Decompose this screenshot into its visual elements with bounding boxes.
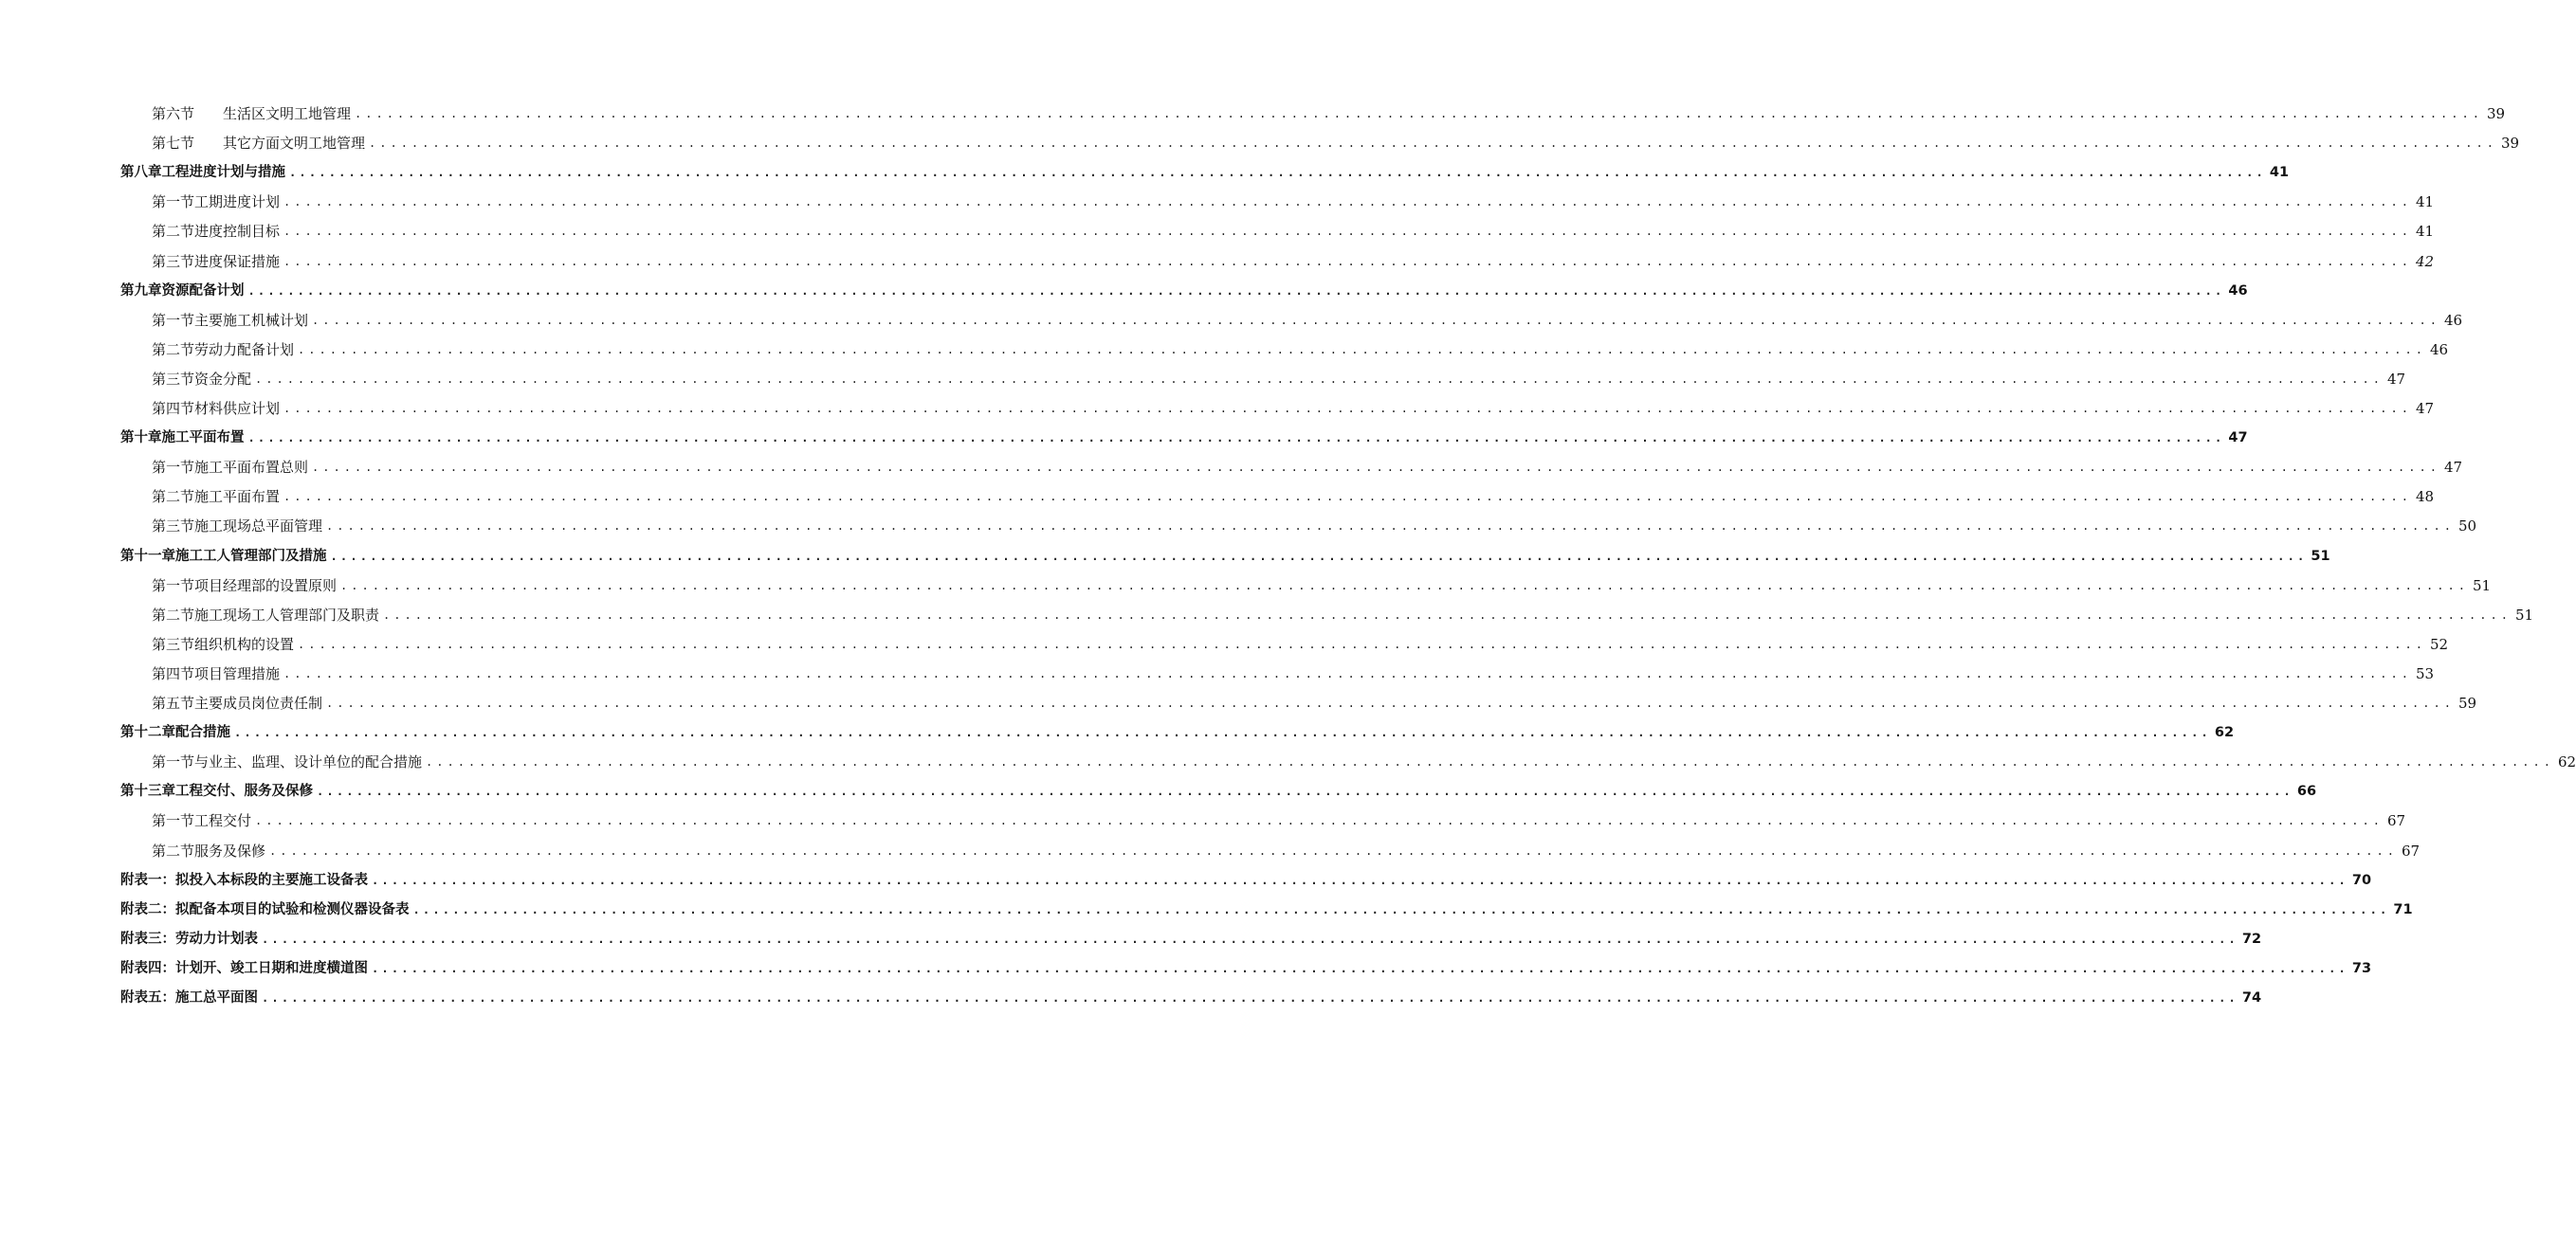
toc-dot-leader: ........................................................................................................................................................................................................	[283, 667, 2412, 680]
toc-entry-title: 第十章施工平面布置	[120, 430, 245, 445]
toc-page-number: 53	[2415, 665, 2435, 682]
toc-dot-leader: ........................................................................................................................................................................................................	[383, 608, 2512, 622]
toc-entry-title: 第一节主要施工机械计划	[152, 312, 309, 329]
toc-entry-title: 第二节施工现场工人管理部门及职责	[152, 607, 380, 624]
toc-page-number: 72	[2241, 932, 2262, 947]
toc-entry-title: 第三节资金分配	[152, 371, 252, 388]
toc-page-number: 51	[2472, 577, 2492, 594]
toc-entry-title: 第二节进度控制目标	[152, 223, 281, 240]
toc-section-entry[interactable]	[152, 485, 2435, 508]
toc-dot-leader: ........................................................................................................................................................................................................	[234, 726, 2211, 739]
toc-entry-title	[152, 102, 351, 125]
toc-page-number: 39	[2500, 135, 2520, 152]
toc-entry-title: 第四节材料供应计划	[152, 400, 281, 417]
toc-entry-title: 第二节服务及保修	[152, 843, 266, 860]
toc-page-number: 48	[2415, 488, 2435, 505]
toc-dot-leader: ........................................................................................................................................................................................................	[298, 638, 2426, 651]
toc-chapter-entry[interactable]	[120, 721, 2235, 744]
toc-page-number: 47	[2386, 371, 2406, 388]
toc-section-entry[interactable]	[152, 102, 2506, 125]
toc-page-number: 50	[2457, 517, 2477, 535]
toc-entry-title: 第八章工程进度计划与措施	[120, 165, 285, 180]
toc-page-number: 42	[2415, 253, 2435, 270]
toc-page-number: 67	[2386, 812, 2406, 829]
toc-appendix-entry[interactable]	[120, 928, 2262, 951]
toc-page-number: 67	[2401, 843, 2421, 860]
toc-section-entry[interactable]	[152, 751, 2576, 773]
toc-page-number: 71	[2393, 902, 2413, 917]
toc-page-number: 51	[2514, 607, 2534, 624]
toc-dot-leader: ........................................................................................................................................................................................................	[283, 255, 2412, 268]
toc-page-number: 41	[2415, 223, 2435, 240]
toc-page-number: 62	[2557, 753, 2576, 771]
toc-entry-title: 第三节组织机构的设置	[152, 636, 295, 653]
toc-dot-leader: ........................................................................................................................................................................................................	[283, 490, 2412, 503]
toc-entry-title: 第一节与业主、监理、设计单位的配合措施	[152, 753, 423, 771]
toc-entry-title: 附表五：施工总平面图	[120, 990, 258, 1006]
toc-dot-leader: ........................................................................................................................................................................................................	[326, 697, 2455, 710]
toc-dot-leader: ........................................................................................................................................................................................................	[247, 431, 2225, 444]
toc-entry-title: 第一节施工平面布置总则	[152, 459, 309, 476]
toc-entry-title: 第一节工期进度计划	[152, 193, 281, 210]
toc-dot-leader: ........................................................................................................................................................................................................	[355, 107, 2483, 120]
toc-chapter-entry[interactable]	[120, 426, 2248, 449]
toc-appendix-entry[interactable]	[120, 957, 2372, 980]
toc-section-entry[interactable]	[152, 456, 2463, 479]
toc-entry-title: 附表二：拟配备本项目的试验和检测仪器设备表	[120, 902, 410, 917]
toc-page-number: 62	[2214, 725, 2235, 740]
toc-dot-leader: ........................................................................................................................................................................................................	[372, 874, 2348, 887]
toc-dot-leader: ........................................................................................................................................................................................................	[312, 314, 2440, 327]
toc-page-number: 46	[2429, 341, 2449, 358]
toc-entry-title: 第十一章施工工人管理部门及措施	[120, 549, 327, 564]
toc-section-entry[interactable]	[152, 250, 2435, 273]
toc-dot-leader: ........................................................................................................................................................................................................	[247, 284, 2225, 298]
toc-entry-title	[152, 132, 365, 154]
toc-entry-title: 第四节项目管理措施	[152, 665, 281, 682]
toc-dot-leader: ........................................................................................................................................................................................................	[326, 519, 2455, 533]
toc-section-entry[interactable]	[152, 604, 2534, 626]
toc-dot-leader: ........................................................................................................................................................................................................	[262, 991, 2238, 1005]
toc-page-number: 47	[2228, 430, 2248, 445]
toc-entry-title: 第十三章工程交付、服务及保修	[120, 784, 313, 799]
toc-page-number: 46	[2228, 283, 2248, 299]
toc-dot-leader: ........................................................................................................................................................................................................	[269, 844, 2398, 858]
toc-dot-leader: ........................................................................................................................................................................................................	[340, 579, 2469, 592]
toc-dot-leader: ........................................................................................................................................................................................................	[412, 903, 2390, 916]
toc-entry-title: 第十二章配合措施	[120, 725, 230, 740]
toc-dot-leader: ........................................................................................................................................................................................................	[312, 461, 2440, 474]
toc-dot-leader: ........................................................................................................................................................................................................	[298, 343, 2426, 356]
toc-page-number: 59	[2457, 695, 2477, 712]
toc-entry-title: 第二节施工平面布置	[152, 488, 281, 505]
toc-page-number: 41	[2269, 165, 2290, 180]
toc-entry-title-text: 其它方面文明工地管理	[223, 135, 366, 152]
toc-entry-prefix: 第七节	[152, 135, 195, 152]
toc-section-entry[interactable]	[152, 338, 2449, 361]
toc-entry-title-text: 生活区文明工地管理	[223, 105, 352, 122]
toc-dot-leader: ........................................................................................................................................................................................................	[262, 933, 2238, 946]
toc-section-entry[interactable]	[152, 220, 2435, 243]
toc-entry-title: 第一节项目经理部的设置原则	[152, 577, 338, 594]
toc-entry-title: 第二节劳动力配备计划	[152, 341, 295, 358]
toc-dot-leader: ........................................................................................................................................................................................................	[255, 372, 2384, 386]
toc-chapter-entry[interactable]	[120, 161, 2290, 184]
toc-section-entry[interactable]	[152, 397, 2435, 420]
toc-chapter-entry[interactable]	[120, 280, 2248, 302]
toc-dot-leader: ........................................................................................................................................................................................................	[317, 785, 2293, 798]
toc-page-number: 41	[2415, 193, 2435, 210]
toc-entry-title: 第九章资源配备计划	[120, 283, 245, 299]
toc-dot-leader: ........................................................................................................................................................................................................	[289, 166, 2266, 179]
toc-entry-title: 第三节进度保证措施	[152, 253, 281, 270]
toc-section-entry[interactable]	[152, 574, 2492, 597]
toc-dot-leader: ........................................................................................................................................................................................................	[372, 962, 2348, 975]
toc-page-number: 46	[2443, 312, 2463, 329]
toc-page-number: 47	[2443, 459, 2463, 476]
toc-dot-leader: ........................................................................................................................................................................................................	[283, 402, 2412, 415]
toc-entry-title: 第五节主要成员岗位责任制	[152, 695, 323, 712]
toc-entry-title: 第一节工程交付	[152, 812, 252, 829]
toc-section-entry[interactable]	[152, 840, 2421, 862]
toc-dot-leader: ........................................................................................................................................................................................................	[426, 755, 2554, 769]
toc-page-number: 74	[2241, 990, 2262, 1006]
toc-section-entry[interactable]	[152, 809, 2406, 832]
toc-page-number: 66	[2296, 784, 2317, 799]
toc-page-number: 52	[2429, 636, 2449, 653]
toc-dot-leader: ........................................................................................................................................................................................................	[255, 814, 2384, 827]
toc-chapter-entry[interactable]	[120, 780, 2317, 803]
toc-section-entry[interactable]	[152, 633, 2449, 656]
toc-section-entry[interactable]	[152, 692, 2477, 715]
toc-page-number: 51	[2311, 549, 2330, 564]
toc-section-entry[interactable]	[152, 309, 2463, 332]
toc-section-entry[interactable]	[152, 515, 2477, 537]
toc-chapter-entry[interactable]	[120, 545, 2330, 568]
toc-appendix-entry[interactable]	[120, 898, 2413, 921]
toc-entry-title: 附表四：计划开、竣工日期和进度横道图	[120, 961, 368, 976]
toc-section-entry[interactable]	[152, 662, 2435, 685]
toc-entry-title: 附表一：拟投入本标段的主要施工设备表	[120, 873, 368, 888]
toc-page-number: 73	[2351, 961, 2372, 976]
toc-dot-leader: ........................................................................................................................................................................................................	[330, 550, 2308, 563]
toc-entry-title: 第三节施工现场总平面管理	[152, 517, 323, 535]
toc-section-entry[interactable]	[152, 132, 2520, 154]
toc-dot-leader: ........................................................................................................................................................................................................	[283, 195, 2412, 209]
toc-entry-title: 附表三：劳动力计划表	[120, 932, 258, 947]
toc-page-number: 47	[2415, 400, 2435, 417]
toc-section-entry[interactable]	[152, 368, 2406, 390]
toc-entry-prefix: 第六节	[152, 105, 195, 122]
toc-dot-leader: ........................................................................................................................................................................................................	[369, 136, 2497, 150]
toc-section-entry[interactable]	[152, 190, 2435, 213]
toc-page-number: 39	[2486, 105, 2506, 122]
toc-appendix-entry[interactable]	[120, 869, 2372, 892]
toc-appendix-entry[interactable]	[120, 987, 2262, 1009]
toc-dot-leader: ........................................................................................................................................................................................................	[283, 225, 2412, 238]
toc-page-number: 70	[2351, 873, 2372, 888]
